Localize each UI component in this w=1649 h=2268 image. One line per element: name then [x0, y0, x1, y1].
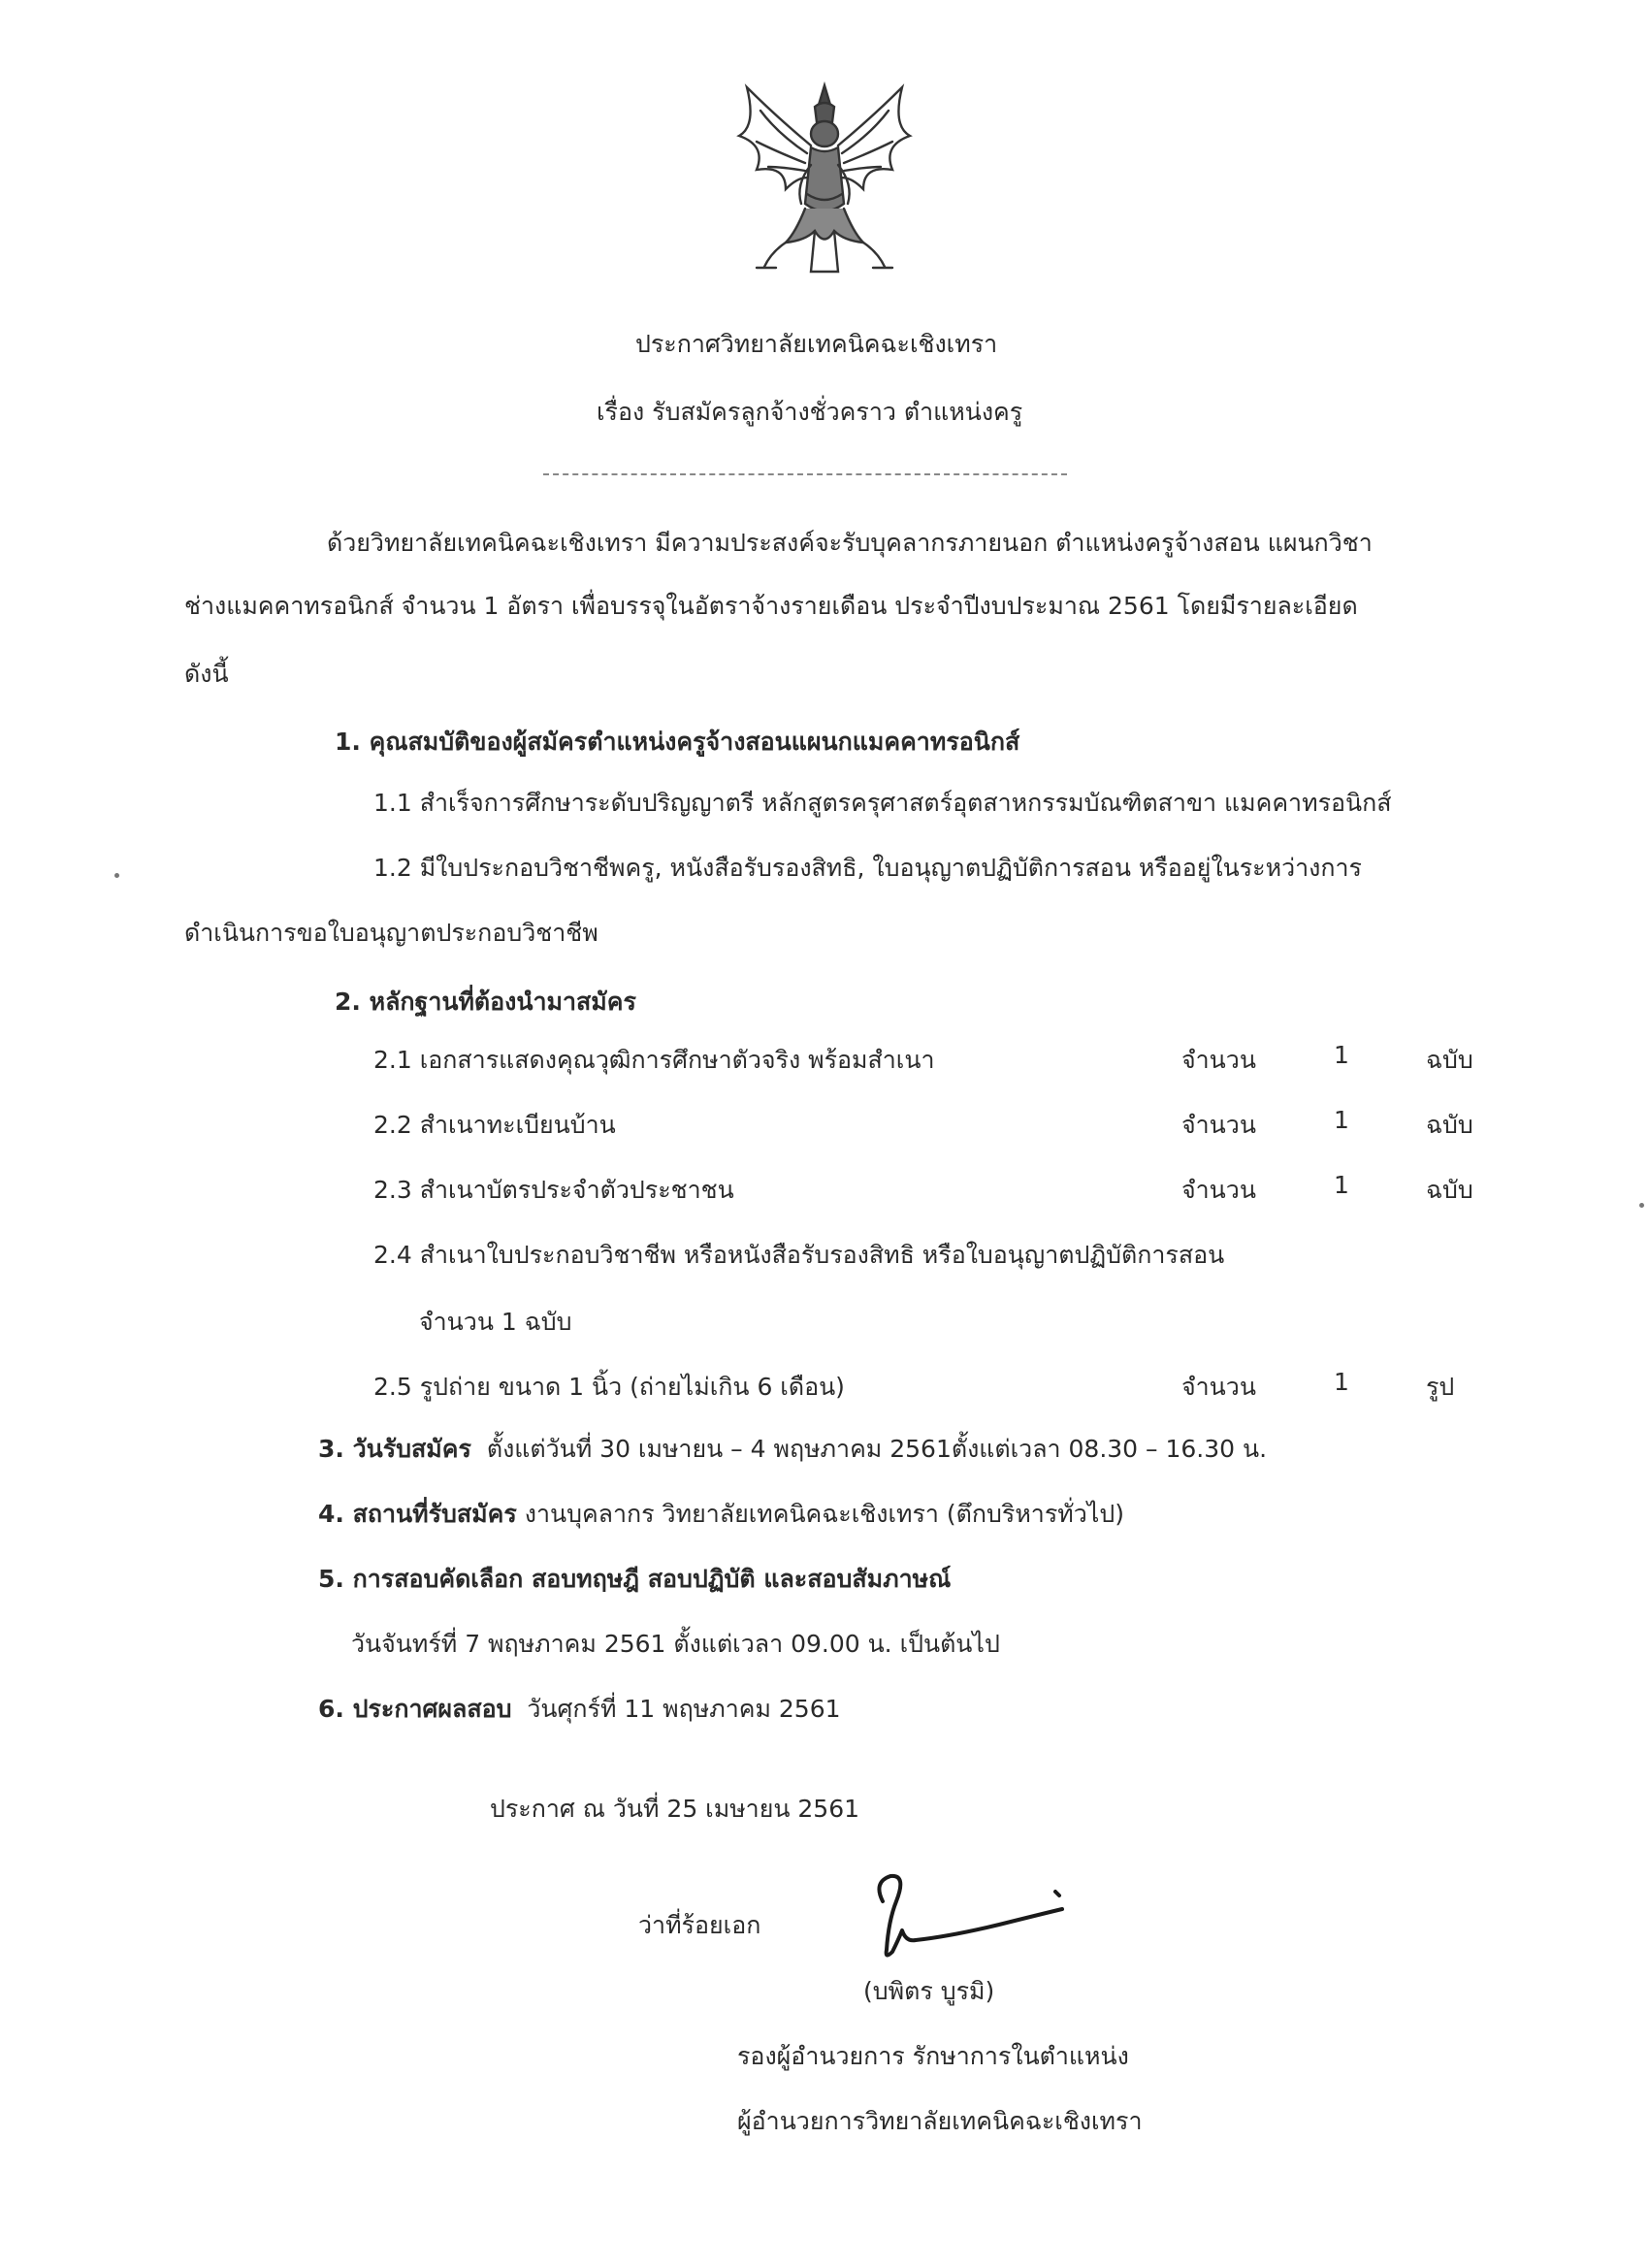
- list-item-unit: ฉบับ: [1426, 1046, 1473, 1074]
- announcement-subject: เรื่อง รับสมัครลูกจ้างชั่วคราว ตำแหน่งครู: [597, 398, 1023, 426]
- signer-name: (บพิตร บูรมิ): [863, 1977, 995, 2005]
- intro-line-2: ช่างแมคคาทรอนิกส์ จำนวน 1 อัตรา เพื่อบรรจุในอัตราจ้างรายเดือน ประจำปีงบประมาณ 2561 โดยมีรายละเอียด: [184, 592, 1358, 620]
- section-4-label: 4. สถานที่รับสมัคร: [318, 1500, 517, 1528]
- section-3: [318, 1430, 1267, 1469]
- list-item-unit: รูป: [1426, 1373, 1455, 1401]
- garuda-emblem: [718, 78, 931, 291]
- list-item-continuation: จำนวน 1 ฉบับ: [419, 1308, 572, 1336]
- list-item-qty: 1: [1334, 1171, 1349, 1199]
- section-4-text: งานบุคลากร วิทยาลัยเทคนิคฉะเชิงเทรา (ตึกบริหารทั่วไป): [524, 1500, 1124, 1528]
- section-1-item-2: 1.2 มีใบประกอบวิชาชีพครู, หนังสือรับรองสิทธิ, ใบอนุญาตปฏิบัติการสอน หรืออยู่ในระหว่างการ: [373, 854, 1362, 882]
- section-1-heading: 1. คุณสมบัติของผู้สมัครตำแหน่งครูจ้างสอนแผนกแมคคาทรอนิกส์: [335, 728, 1020, 756]
- list-item-qty-label: จำนวน: [1181, 1111, 1256, 1139]
- scan-speck: [114, 873, 119, 878]
- list-item-unit: ฉบับ: [1426, 1176, 1473, 1204]
- intro-line-1: ด้วยวิทยาลัยเทคนิคฉะเชิงเทรา มีความประสงค์จะรับบุคลากรภายนอก ตำแหน่งครูจ้างสอน แผนกวิชา: [327, 529, 1373, 557]
- list-item-text: 2.4 สำเนาใบประกอบวิชาชีพ หรือหนังสือรับรองสิทธิ หรือใบอนุญาตปฏิบัติการสอน: [373, 1241, 1225, 1269]
- signer-position-1: รองผู้อำนวยการ รักษาการในตำแหน่ง: [737, 2042, 1129, 2070]
- list-item-qty: 1: [1334, 1106, 1349, 1134]
- section-4: [318, 1495, 1124, 1534]
- section-1-item-2-cont: ดำเนินการขอใบอนุญาตประกอบวิชาชีพ: [184, 919, 598, 947]
- signer-position-2: ผู้อำนวยการวิทยาลัยเทคนิคฉะเชิงเทรา: [737, 2107, 1143, 2135]
- section-3-text: ตั้งแต่วันที่ 30 เมษายน – 4 พฤษภาคม 2561ตั้งแต่เวลา 08.30 – 16.30 น.: [486, 1435, 1268, 1463]
- list-item-qty: 1: [1334, 1368, 1349, 1396]
- list-item-unit: ฉบับ: [1426, 1111, 1473, 1139]
- handwritten-signature: [854, 1863, 1086, 1969]
- section-6-label: 6. ประกาศผลสอบ: [318, 1695, 512, 1723]
- section-2-heading: 2. หลักฐานที่ต้องนำมาสมัคร: [335, 988, 636, 1016]
- scan-speck: [1639, 1203, 1644, 1208]
- announcement-date: ประกาศ ณ วันที่ 25 เมษายน 2561: [490, 1795, 860, 1823]
- list-item-text: 2.1 เอกสารแสดงคุณวุฒิการศึกษาตัวจริง พร้อมสำเนา: [373, 1046, 935, 1074]
- list-item-qty-label: จำนวน: [1181, 1373, 1256, 1401]
- list-item-text: 2.2 สำเนาทะเบียนบ้าน: [373, 1111, 616, 1139]
- section-5-text: วันจันทร์ที่ 7 พฤษภาคม 2561 ตั้งแต่เวลา 09.00 น. เป็นต้นไป: [351, 1630, 1000, 1658]
- announcement-title: ประกาศวิทยาลัยเทคนิคฉะเชิงเทรา: [635, 330, 998, 358]
- header-divider: [543, 473, 1067, 475]
- section-3-label: 3. วันรับสมัคร: [318, 1435, 471, 1463]
- list-item-qty-label: จำนวน: [1181, 1046, 1256, 1074]
- intro-line-3: ดังนี้: [184, 660, 229, 688]
- signer-rank: ว่าที่ร้อยเอก: [638, 1911, 761, 1939]
- list-item-qty: 1: [1334, 1041, 1349, 1069]
- section-5-heading: 5. การสอบคัดเลือก สอบทฤษฎี สอบปฏิบัติ และสอบสัมภาษณ์: [318, 1565, 952, 1593]
- section-6-text: วันศุกร์ที่ 11 พฤษภาคม 2561: [527, 1695, 841, 1723]
- list-item-qty-label: จำนวน: [1181, 1176, 1256, 1204]
- list-item-text: 2.3 สำเนาบัตรประจำตัวประชาชน: [373, 1176, 734, 1204]
- list-item-text: 2.5 รูปถ่าย ขนาด 1 นิ้ว (ถ่ายไม่เกิน 6 เดือน): [373, 1373, 845, 1401]
- section-6: [318, 1690, 841, 1729]
- section-1-item-1: 1.1 สำเร็จการศึกษาระดับปริญญาตรี หลักสูตรครุศาสตร์อุตสาหกรรมบัณฑิตสาขา แมคคาทรอนิกส์: [373, 789, 1392, 817]
